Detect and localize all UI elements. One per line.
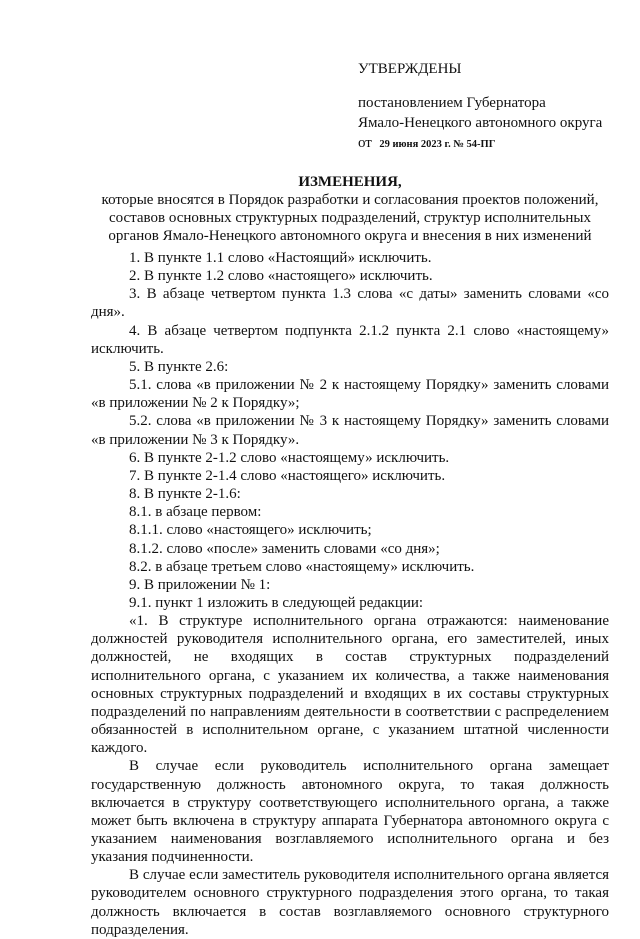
heading-subtitle-line: составов основных структурных подразделений, структур исполнительных <box>108 210 592 226</box>
paragraph: 9.1. пункт 1 изложить в следующей редакции: <box>129 594 424 611</box>
document-heading <box>0 173 640 245</box>
paragraph: В случае если заместитель руководителя исполнительного органа является руководителем основного структурного подразделения этого органа, то такая должность включается в состав возглавляемого основного структурного подразделения. <box>91 867 609 938</box>
paragraph: 8.2. в абзаце третьем слово «настоящему» исключить. <box>129 558 475 575</box>
paragraph: 5.1. слова «в приложении № 2 к настоящему Порядку» заменить словами «в приложении № 2 к Порядку»; <box>91 377 609 412</box>
paragraph: 8.1.1. слово «настоящего» исключить; <box>129 522 372 539</box>
paragraph: 8.1. в абзаце первом: <box>129 504 262 521</box>
paragraph: В случае если руководитель исполнительного органа замещает государственную должность автономного округа, то такая должность включается в структуру соответствующего исполнительного органа, а также может быть включена в структуру аппарата Губернатора автономного округа с указанием наименования возглавляемого исполнительного органа и без указания подчиненности. <box>91 758 609 866</box>
approval-title: УТВЕРЖДЕНЫ <box>358 61 462 77</box>
paragraph: 5.2. слова «в приложении № 3 к настоящему Порядку» заменить словами «в приложении № 3 к Порядку». <box>91 413 609 448</box>
approval-date-prefix: от <box>358 135 372 151</box>
paragraph: «1. В структуре исполнительного органа отражаются: наименование должностей руководителя исполнительного органа, его заместителей, иных должностей, не входящих в состав структурных подразделений исполнительного органа, с указанием их количества, а также наименования основных структурных подразделений и входящих в их составы структурных подразделений по направлениям деятельности в соответствии с распределением обязанностей в исполнительном органе, с указанием штатной численности каждого. <box>91 613 609 757</box>
paragraph: 5. В пункте 2.6: <box>129 358 229 375</box>
paragraph: 4. В абзаце четвертом подпункта 2.1.2 пункта 2.1 слово «настоящему» исключить. <box>91 322 609 357</box>
paragraph: 8.1.2. слово «после» заменить словами «со дня»; <box>129 540 440 557</box>
paragraph: 6. В пункте 2-1.2 слово «настоящему» исключить. <box>129 449 450 466</box>
heading-subtitle-line: которые вносятся в Порядок разработки и согласования проектов положений, <box>101 192 599 208</box>
approval-date-value: 29 июня 2023 г. № 54-ПГ <box>379 139 496 150</box>
document-body <box>91 249 609 939</box>
heading-title: ИЗМЕНЕНИЯ, <box>298 174 402 190</box>
approval-line-2: Ямало-Ненецкого автономного округа <box>358 115 603 131</box>
paragraph: 3. В абзаце четвертом пункта 1.3 слова «с даты» заменить словами «со дня». <box>91 286 609 321</box>
approval-date <box>358 133 602 155</box>
approval-line-1: постановлением Губернатора <box>358 95 546 111</box>
paragraph: 2. В пункте 1.2 слово «настоящего» исключить. <box>129 268 433 285</box>
approval-block <box>358 59 602 155</box>
paragraph: 1. В пункте 1.1 слово «Настоящий» исключить. <box>129 250 432 266</box>
paragraph: 9. В приложении № 1: <box>129 576 271 593</box>
heading-subtitle-line: органов Ямало-Ненецкого автономного округа и внесения в них изменений <box>108 228 592 244</box>
paragraph: 7. В пункте 2-1.4 слово «настоящего» исключить. <box>129 467 446 484</box>
paragraph: 8. В пункте 2-1.6: <box>129 486 241 503</box>
